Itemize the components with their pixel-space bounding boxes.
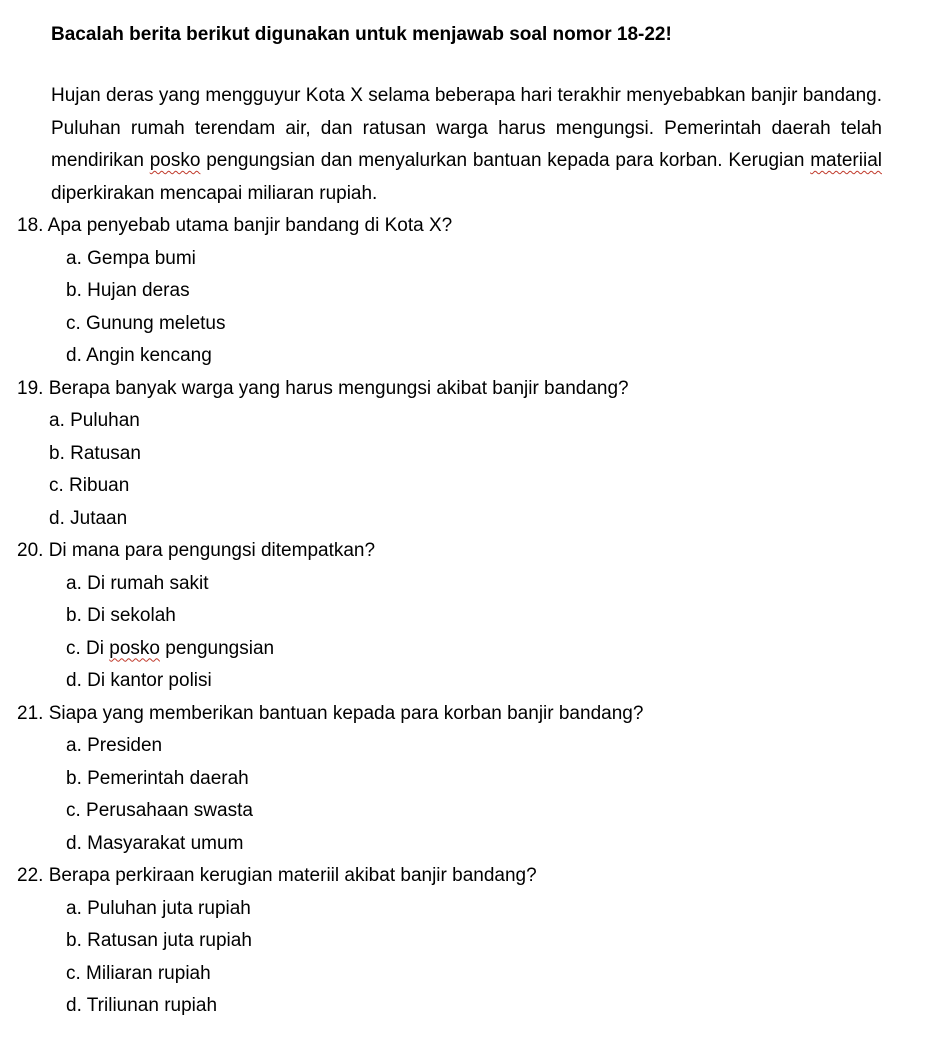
- option-19-d: d. Jutaan: [49, 507, 128, 529]
- option-18-b: b. Hujan deras: [66, 280, 190, 301]
- option-19-a: a. Puluhan: [49, 410, 140, 431]
- question-21-text: 21. Siapa yang memberikan bantuan kepada para korban banjir bandang?: [17, 702, 644, 724]
- option-20-c-prefix: c. Di: [66, 637, 110, 659]
- option-22-b: b. Ratusan juta rupiah: [66, 930, 252, 951]
- news-passage: [51, 80, 882, 210]
- document: [0, 19, 947, 1023]
- question-19: [0, 373, 947, 536]
- question-22: [0, 860, 947, 1023]
- option-22-a: a. Puluhan juta rupiah: [66, 897, 251, 919]
- question-18-options: [0, 243, 947, 373]
- option-20-c: [66, 633, 947, 666]
- option-22-c: c. Miliaran rupiah: [66, 962, 211, 984]
- passage-word-materiial: materiial: [810, 150, 882, 171]
- passage-word-posko: posko: [149, 150, 201, 171]
- question-22-options: [0, 893, 947, 1023]
- instruction-heading: Bacalah berita berikut digunakan untuk menjawab soal nomor 18-22!: [51, 24, 672, 45]
- passage-text-3: diperkirakan mencapai miliaran rupiah.: [51, 182, 378, 204]
- question-22-text: 22. Berapa perkiraan kerugian materiil akibat banjir bandang?: [17, 865, 537, 886]
- passage-text-2: pengungsian dan menyalurkan bantuan kepada para korban. Kerugian: [200, 150, 811, 171]
- question-18: [0, 210, 947, 373]
- question-19-text: 19. Berapa banyak warga yang harus mengungsi akibat banjir bandang?: [17, 377, 629, 399]
- question-20-options: [0, 568, 947, 698]
- question-20: [0, 535, 947, 698]
- passage-text-1: Hujan deras yang mengguyur Kota X selama beberapa hari terakhir menyebabkan banjir bandang. Puluhan rumah terendam air, dan ratusan warga harus mengungsi. Pemerintah daerah telah mendirikan: [51, 85, 882, 171]
- option-21-a: a. Presiden: [66, 735, 163, 756]
- question-21-options: [0, 730, 947, 860]
- option-19-c: c. Ribuan: [49, 475, 130, 496]
- option-20-c-suffix: pengungsian: [159, 637, 275, 659]
- question-19-options: [0, 405, 947, 535]
- option-20-b: b. Di sekolah: [66, 605, 176, 626]
- option-18-c: c. Gunung meletus: [66, 312, 226, 334]
- option-21-d: d. Masyarakat umum: [66, 832, 244, 854]
- question-21: [0, 698, 947, 861]
- option-18-d: d. Angin kencang: [66, 345, 212, 366]
- option-22-d: d. Triliunan rupiah: [66, 995, 218, 1016]
- option-20-c-word-posko: posko: [109, 637, 160, 659]
- option-18-a: a. Gempa bumi: [66, 247, 196, 269]
- question-20-text: 20. Di mana para pengungsi ditempatkan?: [17, 540, 376, 561]
- option-21-b: b. Pemerintah daerah: [66, 767, 249, 789]
- option-20-d: d. Di kantor polisi: [66, 670, 212, 691]
- option-20-a: a. Di rumah sakit: [66, 572, 209, 594]
- question-18-text: 18. Apa penyebab utama banjir bandang di Kota X?: [17, 215, 453, 236]
- option-19-b: b. Ratusan: [49, 442, 141, 464]
- option-21-c: c. Perusahaan swasta: [66, 800, 253, 821]
